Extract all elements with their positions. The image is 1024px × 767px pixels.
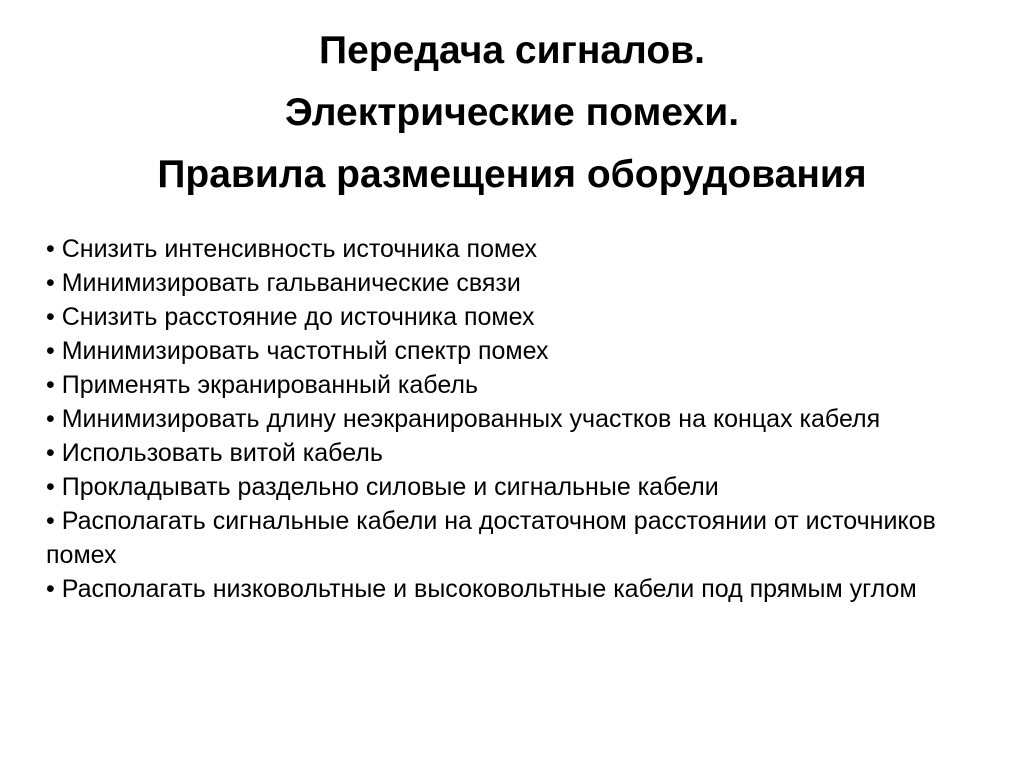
bullet-text: Минимизировать длину неэкранированных участков на концах кабеля: [61, 405, 881, 433]
bullet-text: Располагать низковольтные и высоковольтные кабели под прямым углом: [61, 575, 917, 603]
bullet-icon: •: [46, 575, 55, 603]
bullet-icon: •: [46, 507, 55, 535]
bullet-text: Использовать витой кабель: [61, 439, 383, 467]
title-line-2: Электрические помехи.: [284, 91, 740, 134]
bullet-item: [46, 402, 1006, 436]
bullet-icon: •: [46, 439, 55, 467]
bullet-list: [46, 232, 1006, 606]
bullet-icon: •: [46, 473, 55, 501]
title-line-3: Правила размещения оборудования: [157, 153, 867, 196]
bullet-text: Минимизировать гальванические связи: [61, 269, 521, 297]
bullet-item: [46, 266, 1006, 300]
bullet-text: Прокладывать раздельно силовые и сигнальные кабели: [61, 473, 719, 501]
bullet-text: Минимизировать частотный спектр помех: [61, 337, 549, 365]
bullet-item: [46, 334, 1006, 368]
bullet-icon: •: [46, 405, 55, 433]
bullet-text: Применять экранированный кабель: [61, 371, 479, 399]
bullet-icon: •: [46, 303, 55, 331]
bullet-icon: •: [46, 235, 55, 263]
bullet-item: [46, 572, 1006, 606]
bullet-text: Снизить интенсивность источника помех: [61, 235, 538, 263]
bullet-text: Снизить расстояние до источника помех: [61, 303, 535, 331]
bullet-item: [46, 368, 1006, 402]
bullet-item: [46, 300, 1006, 334]
bullet-item: [46, 470, 1006, 504]
title-line-1: Передача сигналов.: [319, 29, 705, 72]
bullet-icon: •: [46, 337, 55, 365]
slide-title: [0, 20, 1024, 206]
bullet-item: [46, 504, 1006, 572]
bullet-item: [46, 232, 1006, 266]
bullet-text: Располагать сигнальные кабели на достаточном расстоянии от источников помех: [46, 507, 936, 569]
bullet-item: [46, 436, 1006, 470]
bullet-icon: •: [46, 269, 55, 297]
bullet-icon: •: [46, 371, 55, 399]
